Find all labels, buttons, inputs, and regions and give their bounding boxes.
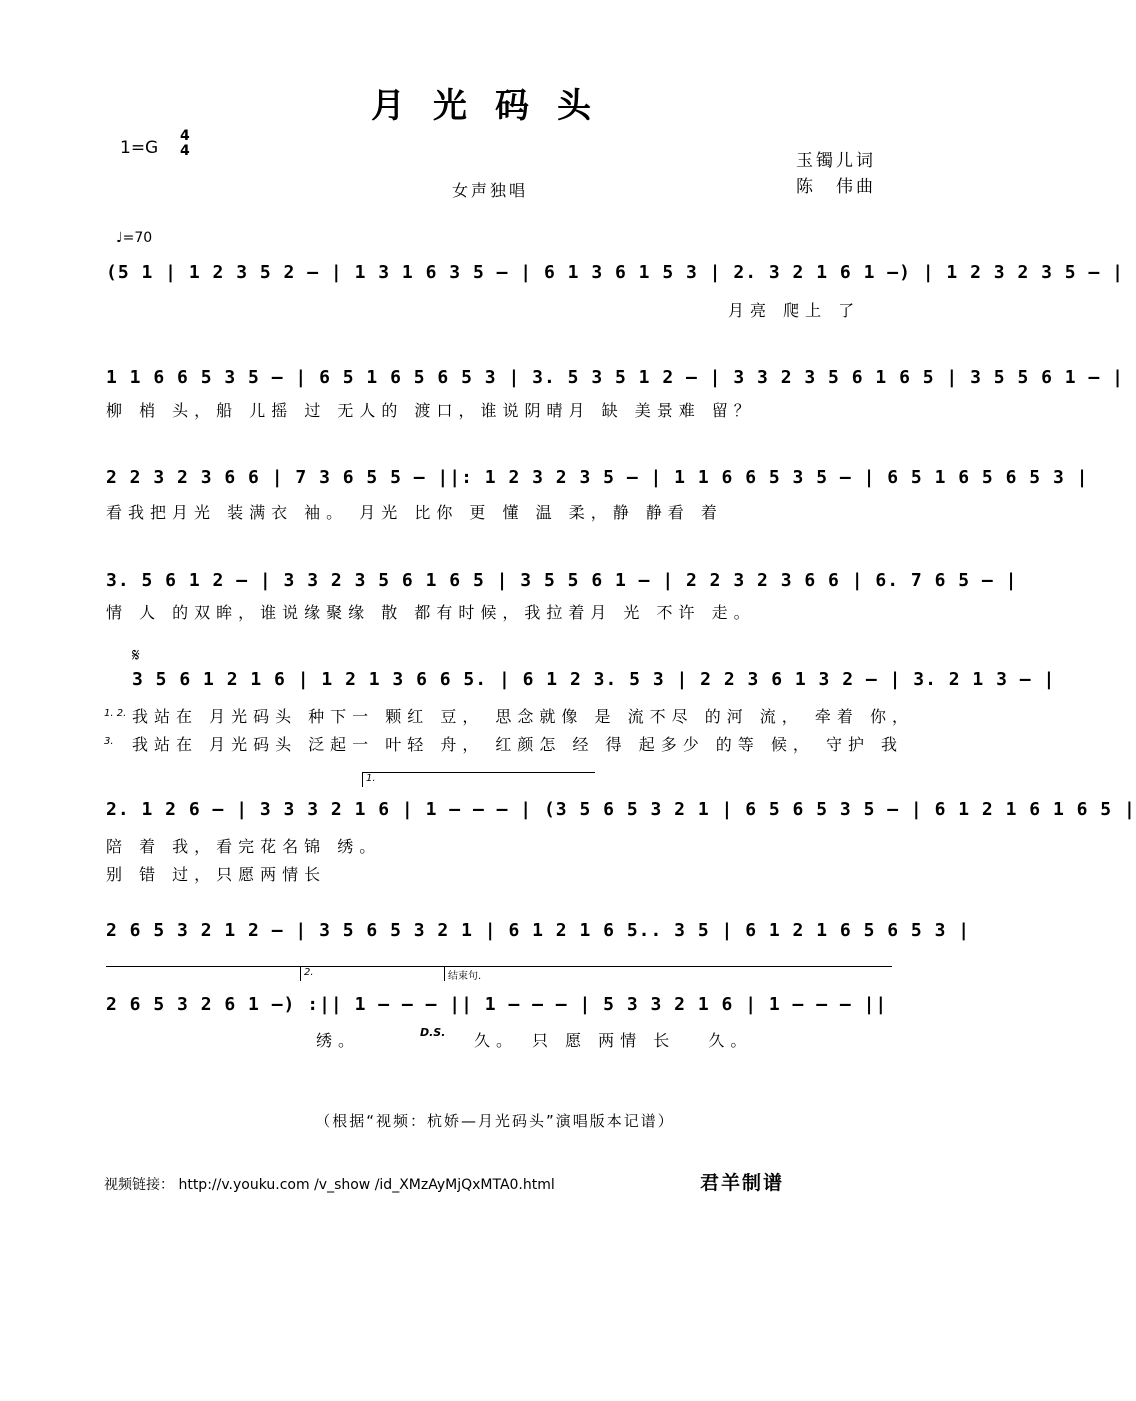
lyrics-line-3: 看我把月光 装满衣 袖。 月光 比你 更 懂 温 柔，静 静看 着 xyxy=(106,503,723,522)
score-line-4: 3. 5 6 1 2 – | 3 3 2 3 5 6 1 6 5 | 3 5 5 6 1 – | 2 2 3 2 3 6 6 | 6. 7 6 5 – | xyxy=(106,570,1018,591)
transcriber-signature: 君羊制谱 xyxy=(700,1172,785,1194)
video-link-url[interactable]: http://v.youku.com /v_show /id_XMzAyMjQxMTA0.html xyxy=(178,1177,555,1193)
lyricist-credit: 玉镯儿词 xyxy=(796,151,876,171)
dal-segno-mark: D.S. xyxy=(420,1026,446,1039)
lyrics-line-2: 柳 梢 头，船 儿摇 过 无人的 渡口，谁说阴晴月 缺 美景难 留？ xyxy=(106,401,756,420)
lyrics-line-5-verse-1: 我站在 月光码头 种下一 颗红 豆， 思念就像 是 流不尽 的河 流， 牵着 你， xyxy=(132,707,914,726)
volta-label-1: 1. xyxy=(366,773,376,784)
volta-bracket-2 xyxy=(300,966,437,981)
source-note: （根据“视频：杭娇—月光码头”演唱版本记谱） xyxy=(315,1112,675,1130)
score-line-2: 1 1 6 6 5 3 5 – | 6 5 1 6 5 6 5 3 | 3. 5 3 5 1 2 – | 3 3 2 3 5 6 1 6 5 | 3 5 5 6 1 – | xyxy=(106,367,1124,388)
performance-type: 女声独唱 xyxy=(452,181,529,200)
lyrics-line-6-verse-3: 别 错 过，只愿两情长 xyxy=(106,865,327,884)
lyrics-line-4: 情 人 的双眸，谁说缘聚缘 散 都有时候，我拉着月 光 不许 走。 xyxy=(106,603,756,622)
volta-label-2: 2. xyxy=(304,967,314,978)
verse-label-3: 3. xyxy=(104,736,114,747)
score-line-6: 2. 1 2 6 – | 3 3 3 2 1 6 | 1 – – – | (3 5 6 5 3 2 1 | 6 5 6 5 3 5 – | 6 1 2 1 6 1 6 5 | xyxy=(106,799,1136,820)
lyrics-line-1: 月亮 爬上 了 xyxy=(728,301,861,320)
time-signature xyxy=(180,129,190,159)
lyrics-line-8-b: 久。 只 愿 两情 长 久。 xyxy=(474,1031,753,1050)
score-line-7: 2 6 5 3 2 1 2 – | 3 5 6 5 3 2 1 | 6 1 2 1 6 5.. 3 5 | 6 1 2 1 6 5 6 5 3 | xyxy=(106,920,971,941)
lyrics-line-6-verse-1: 陪 着 我，看完花名锦 绣。 xyxy=(106,837,382,856)
score-line-5: 3 5 6 1 2 1 6 | 1 2 1 3 6 6 5. | 6 1 2 3. 5 3 | 2 2 3 6 1 3 2 – | 3. 2 1 3 – | xyxy=(132,669,1056,690)
verse-label-1-2: 1. 2. xyxy=(104,708,127,719)
ending-label: 结束句. xyxy=(448,971,482,982)
tempo-marking: ♩=70 xyxy=(116,230,153,246)
song-title: 月光码头 xyxy=(371,86,619,126)
video-link xyxy=(104,1174,555,1194)
score-line-8: 2 6 5 3 2 6 1 –) :|| 1 – – – || 1 – – – | 5 3 3 2 1 6 | 1 – – – || xyxy=(106,994,888,1015)
score-line-3: 2 2 3 2 3 6 6 | 7 3 6 5 5 – ||: 1 2 3 2 3 5 – | 1 1 6 6 5 3 5 – | 6 5 1 6 5 6 5 3 | xyxy=(106,467,1089,488)
segno-sign: 𝄋 xyxy=(132,645,140,666)
score-line-1: (5 1 | 1 2 3 5 2 – | 1 3 1 6 3 5 – | 6 1 3 6 1 5 3 | 2. 3 2 1 6 1 –) | 1 2 3 2 3 5 – | xyxy=(106,262,1124,283)
coda-bracket xyxy=(444,966,891,981)
key-signature: 1=G xyxy=(120,138,159,158)
composer-credit: 陈 伟曲 xyxy=(796,177,876,197)
lyrics-line-5-verse-3: 我站在 月光码头 泛起一 叶轻 舟， 红颜怎 经 得 起多少 的等 候， 守护 我 xyxy=(132,735,904,754)
lyrics-line-8-a: 绣。 xyxy=(316,1031,361,1050)
time-signature-bottom: 4 xyxy=(180,143,190,159)
time-signature-top: 4 xyxy=(180,128,190,144)
video-link-label: 视频链接： xyxy=(104,1177,174,1193)
volta-bracket-1 xyxy=(362,772,595,787)
